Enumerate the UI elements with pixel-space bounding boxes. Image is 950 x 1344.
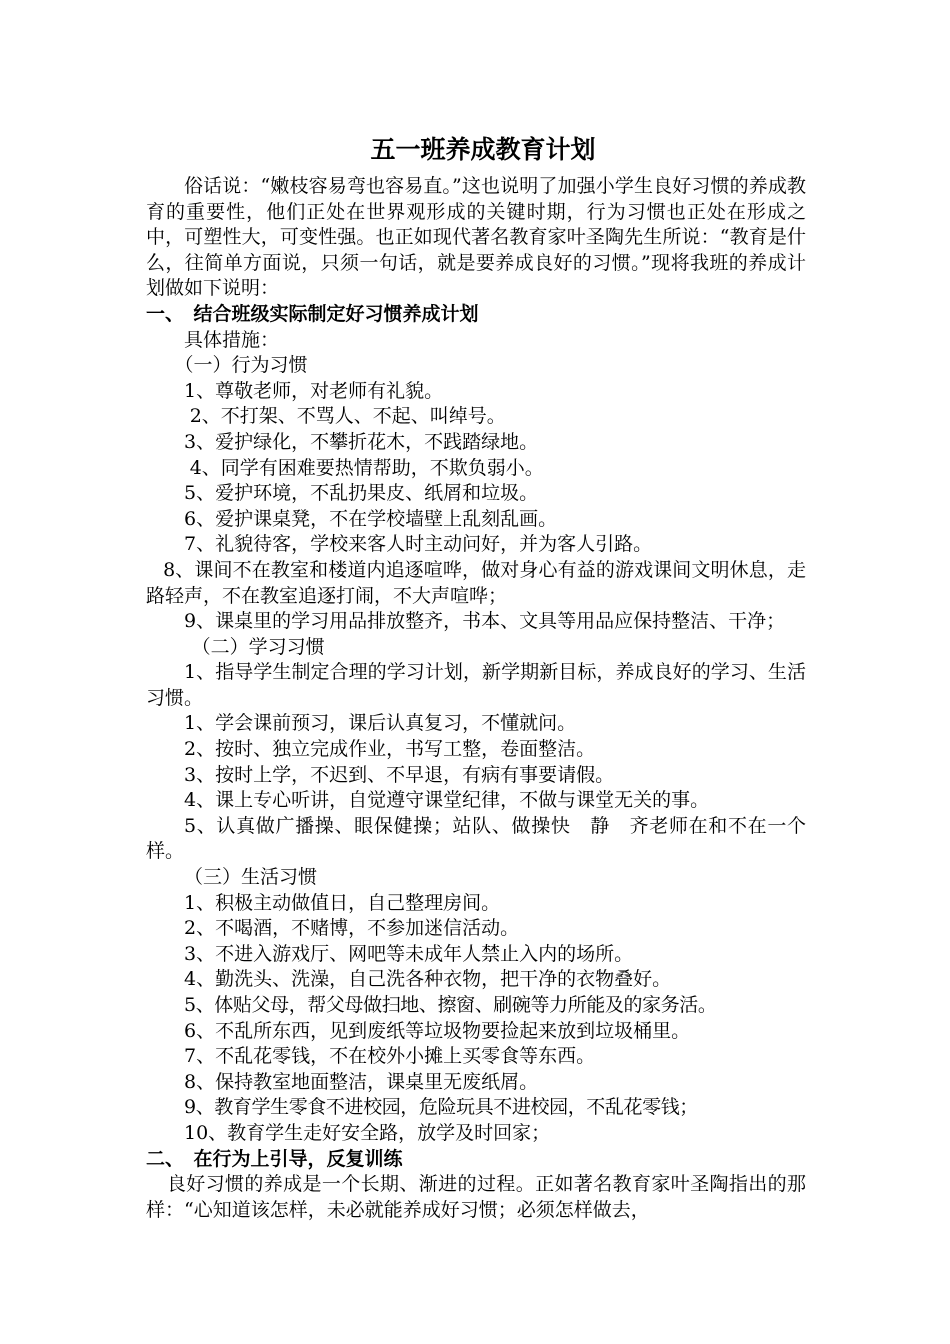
life-item: 9、教育学生零食不进校园，危险玩具不进校园，不乱花零钱； <box>184 1096 698 1119</box>
life-item: 1、积极主动做值日，自己整理房间。 <box>184 891 501 914</box>
section-1-number: 一、 <box>146 302 185 325</box>
document-title: 五一班养成教育计划 <box>370 135 596 164</box>
section-2-heading <box>146 1147 806 1173</box>
study-item: 2、按时、独立完成作业，书写工整，卷面整洁。 <box>184 738 596 761</box>
study-item: 1、学会课前预习，课后认真复习，不懂就问。 <box>184 712 577 735</box>
behavior-item: 5、爱护环境，不乱扔果皮、纸屑和垃圾。 <box>184 482 539 505</box>
life-heading: （三）生活习惯 <box>184 866 318 889</box>
study-heading: （二）学习习惯 <box>191 635 325 658</box>
study-item: 3、按时上学，不迟到、不早退，有病有事要请假。 <box>184 763 615 786</box>
life-item: 7、不乱花零钱，不在校外小摊上买零食等东西。 <box>184 1045 596 1068</box>
intro-paragraph: 俗话说：“嫩枝容易弯也容易直。”这也说明了加强小学生良好习惯的养成教育的重要性，他们正处在世界观形成的关键时期，行为习惯也正处在形成之中，可塑性大，可变性强。也正如现代著名教育家叶圣陶先生所说：“教育是什么，往简单方面说，只须一句话，就是要养成良好的习惯。”现将我班的养成计划做如下说明： <box>146 175 806 300</box>
study-item: 1、指导学生制定合理的学习计划，新学期新目标，养成良好的学习、生活习惯。 <box>146 661 806 709</box>
life-item: 10、教育学生走好安全路，放学及时回家； <box>184 1121 551 1144</box>
behavior-heading: （一）行为习惯 <box>174 354 308 377</box>
document-page <box>146 132 806 1223</box>
study-item: 5、认真做广播操、眼保健操；站队、做操快 静 齐老师在和不在一个样。 <box>146 814 806 863</box>
behavior-item: 1、尊敬老师，对老师有礼貌。 <box>184 379 444 402</box>
section-1-heading <box>146 302 806 328</box>
behavior-item: 6、爱护课桌凳，不在学校墙壁上乱刻乱画。 <box>184 507 558 530</box>
behavior-item: 9、课桌里的学习用品排放整齐，书本、文具等用品应保持整洁、干净； <box>184 610 786 633</box>
behavior-item: 8、课间不在教室和楼道内追逐喧哗，做对身心有益的游戏课间文明休息，走路轻声，不在教室追逐打闹，不大声喧哗； <box>146 558 806 607</box>
life-item: 6、不乱所东西，见到废纸等垃圾物要捡起来放到垃圾桶里。 <box>184 1019 691 1042</box>
life-item: 8、保持教室地面整洁，课桌里无废纸屑。 <box>184 1070 539 1093</box>
behavior-item: 7、礼貌待客，学校来客人时主动问好，并为客人引路。 <box>184 533 653 556</box>
life-item: 3、不进入游戏厅、网吧等未成年人禁止入内的场所。 <box>184 942 634 965</box>
section-2-paragraph: 良好习惯的养成是一个长期、渐进的过程。正如著名教育家叶圣陶指出的那样：“心知道该怎样，未必就能养成好习惯；必须怎样做去， <box>146 1173 806 1221</box>
behavior-item: 3、爱护绿化，不攀折花木，不践踏绿地。 <box>184 430 539 453</box>
section-2-number: 二、 <box>146 1147 185 1170</box>
section-1-title: 结合班级实际制定好习惯养成计划 <box>193 302 479 325</box>
behavior-item: 2、不打架、不骂人、不起、叫绰号。 <box>189 405 506 428</box>
section-2-title: 在行为上引导，反复训练 <box>193 1147 403 1170</box>
life-item: 4、勤洗头、洗澡，自己洗各种衣物，把干净的衣物叠好。 <box>184 968 672 991</box>
life-item: 2、不喝酒，不赌博，不参加迷信活动。 <box>184 917 520 940</box>
behavior-item: 4、同学有困难要热情帮助，不欺负弱小。 <box>189 456 544 479</box>
study-item: 4、课上专心听讲，自觉遵守课堂纪律，不做与课堂无关的事。 <box>184 789 710 812</box>
measures-label: 具体措施： <box>184 328 280 351</box>
life-item: 5、体贴父母，帮父母做扫地、擦窗、刷碗等力所能及的家务活。 <box>184 994 717 1016</box>
